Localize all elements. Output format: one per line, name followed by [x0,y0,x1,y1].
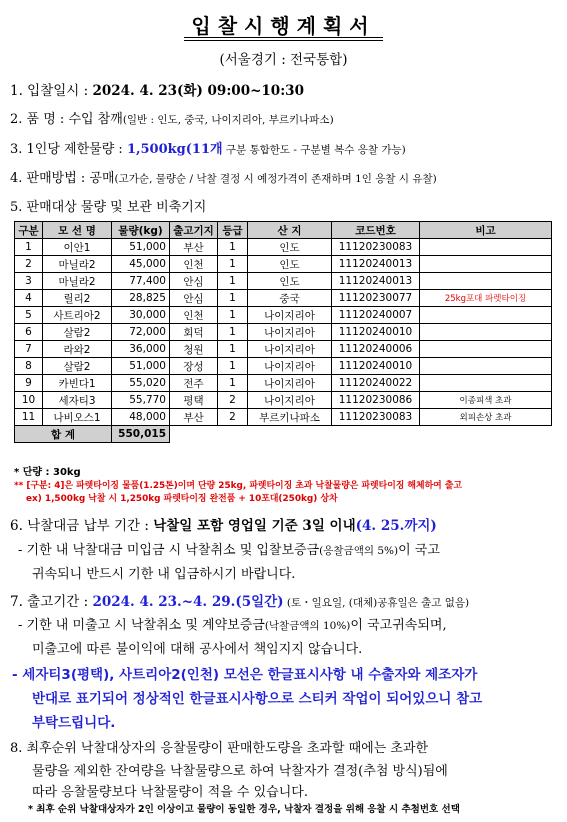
table-cell-origin: 인도 [248,239,332,256]
table-cell-note: 이종피색 초과 [420,392,552,409]
table-cell-base: 전주 [170,375,218,392]
section-6-desc-tail: 이 국고 [398,543,440,558]
table-cell-note: 25kg포대 파렛타이징 [420,290,552,307]
table-cell-no: 9 [15,375,43,392]
table-cell-ship: 마닐라2 [43,273,112,290]
table-cell-grade: 1 [218,239,248,256]
table-cell-qty: 55,020 [112,375,170,392]
section-1-bid-datetime [10,79,304,99]
table-row [15,358,552,375]
table-cell-code: 11120240013 [332,256,420,273]
section-2-detail: (일반 : 인도, 중국, 나이지리아, 부르키나파소) [122,114,334,126]
section-2-item [10,108,334,127]
section-4-label: 4. 판매방법 : [10,171,90,186]
table-cell-origin: 나이지리아 [248,324,332,341]
document-subtitle: (서울경기 : 전국통합) [219,52,348,68]
section-7-label: 7. 출고기간 : [10,594,93,610]
title-underline [184,37,383,38]
section-8-line-3: 따라 응찰물량보다 낙찰물량이 적을 수 있습니다. [32,785,308,800]
section-4-value: 공매 [89,171,115,186]
section-6-value: 낙찰일 포함 영업일 기준 3일 이내 [153,518,356,534]
table-cell-origin: 나이지리아 [248,307,332,324]
section-7-value: 2024. 4. 23.~4. 29.(5일간) [92,594,284,610]
table-cell-code: 11120240010 [332,324,420,341]
table-cell-grade: 1 [218,273,248,290]
section-6-desc-line-1 [18,539,440,558]
warning-line-3: 부탁드립니다. [32,715,116,731]
table-header-cell: 모 선 명 [43,222,112,239]
section-6-desc-line-2: 귀속되니 반드시 기한 내 입금하시기 바랍니다. [32,567,296,582]
section-4-sales-method [10,167,437,186]
table-header-cell: 구분 [15,222,43,239]
section-6-desc-rate: (응찰금액의 5%) [319,545,399,557]
title-underline-double [184,40,383,41]
table-cell-qty: 28,825 [112,290,170,307]
table-cell-base: 청원 [170,341,218,358]
table-row [15,392,552,409]
table-cell-code: 11120240007 [332,307,420,324]
table-header-row [15,222,552,239]
table-cell-code: 11120240022 [332,375,420,392]
table-cell-base: 안심 [170,290,218,307]
table-cell-origin: 나이지리아 [248,392,332,409]
section-2-label: 2. 품 명 : [10,112,69,127]
table-row [15,256,552,273]
table-cell-note [420,358,552,375]
table-row [15,341,552,358]
table-cell-ship: 카빈다1 [43,375,112,392]
table-cell-base: 부산 [170,239,218,256]
table-cell-grade: 1 [218,256,248,273]
table-cell-qty: 30,000 [112,307,170,324]
table-cell-origin: 나이지리아 [248,341,332,358]
table-cell-grade: 2 [218,392,248,409]
table-cell-ship: 마닐라2 [43,256,112,273]
table-cell-code: 11120230083 [332,409,420,426]
section-3-value: 1,500kg(11개 [126,142,223,157]
note-unit-weight: * 단량 : 30kg [14,467,81,478]
section-7-desc-line-2: 미출고에 따른 불이익에 대해 공사에서 책임지지 않습니다. [32,642,363,657]
table-cell-origin: 중국 [248,290,332,307]
table-row [15,290,552,307]
table-cell-note [420,273,552,290]
table-cell-base: 장성 [170,358,218,375]
table-cell-grade: 1 [218,341,248,358]
table-cell-no: 10 [15,392,43,409]
table-cell-grade: 1 [218,358,248,375]
section-7-desc-rate: (낙찰금액의 10%) [264,620,351,632]
section-6-desc-text: - 기한 내 낙찰대금 미입금 시 낙찰취소 및 입찰보증금 [18,543,320,558]
section-3-detail: 구분 통합한도 - 구분별 복수 응찰 가능) [222,144,406,156]
section-3-limit [10,138,406,157]
table-header-cell: 물량(kg) [112,222,170,239]
section-1-label: 1. 입찰일시 : [10,83,93,99]
note-palletizing-example: ex) 1,500kg 낙찰 시 1,250kg 파렛타이징 완전품 + 10포대(250kg) 상차 [26,494,338,504]
section-2-value: 수입 참깨 [68,112,123,127]
table-cell-code: 11120240006 [332,341,420,358]
table-cell-qty: 45,000 [112,256,170,273]
table-cell-base: 부산 [170,409,218,426]
table-cell-qty: 51,000 [112,239,170,256]
table-cell-origin: 나이지리아 [248,358,332,375]
section-6-deadline: (4. 25.까지) [355,518,437,534]
table-cell-base: 안심 [170,273,218,290]
table-row [15,375,552,392]
section-7-desc-line-1 [18,614,447,633]
table-cell-qty: 77,400 [112,273,170,290]
table-cell-ship: 살람2 [43,324,112,341]
table-cell-note [420,256,552,273]
section-8-line-1: 8. 최후순위 낙찰대상자의 응찰물량이 판매한도량을 초과할 때에는 초과한 [10,741,429,756]
table-header-cell: 산 지 [248,222,332,239]
document-title: 입찰시행계획서 [191,14,376,38]
table-cell-base: 인천 [170,256,218,273]
table-cell-code: 11120240013 [332,273,420,290]
table-cell-ship: 사트리아2 [43,307,112,324]
table-cell-origin: 부르키나파소 [248,409,332,426]
table-cell-origin: 인도 [248,256,332,273]
footnote: * 최후 순위 낙찰대상자가 2인 이상이고 물량이 동일한 경우, 낙찰자 결정을 위해 응찰 시 추첨번호 선택 [28,804,460,815]
table-cell-qty: 72,000 [112,324,170,341]
table-cell-no: 1 [15,239,43,256]
section-3-label: 3. 1인당 제한물량 : [10,142,127,157]
section-6-payment [10,514,437,534]
table-cell-no: 8 [15,358,43,375]
section-7-desc-tail: 이 국고귀속되며, [350,618,447,633]
section-4-detail: (고가순, 물량순 / 낙찰 결정 시 예정가격이 존재하며 1인 응찰 시 유찰) [114,173,437,185]
table-cell-code: 11120240010 [332,358,420,375]
table-cell-no: 5 [15,307,43,324]
table-cell-no: 4 [15,290,43,307]
table-total-row [15,426,552,443]
stock-table [14,221,552,443]
table-cell-code: 11120230083 [332,239,420,256]
table-cell-note [420,341,552,358]
table-cell-qty: 48,000 [112,409,170,426]
table-row [15,273,552,290]
table-row [15,324,552,341]
table-cell-code: 11120230077 [332,290,420,307]
table-cell-base: 회덕 [170,324,218,341]
table-cell-grade: 1 [218,324,248,341]
warning-line-1: - 세자티3(평택), 사트리아2(인천) 모선은 한글표시사항 내 수출자와 제조자가 [12,667,478,683]
table-cell-note [420,324,552,341]
table-cell-base: 평택 [170,392,218,409]
table-header-cell: 비고 [420,222,552,239]
table-cell-note: 외피손상 초과 [420,409,552,426]
table-cell-ship: 나비오스1 [43,409,112,426]
table-cell-ship: 라와2 [43,341,112,358]
section-7-desc-text: - 기한 내 미출고 시 낙찰취소 및 계약보증금 [18,618,265,633]
table-cell-no: 11 [15,409,43,426]
table-cell-no: 7 [15,341,43,358]
table-cell-ship: 살람2 [43,358,112,375]
section-8-line-2: 물량을 제외한 잔여량을 낙찰물량으로 하여 낙찰자가 결정(추첨 방식)됨에 [32,764,448,779]
table-total-label: 합 계 [15,426,112,443]
table-row [15,307,552,324]
table-cell-grade: 1 [218,307,248,324]
table-header-cell: 출고기지 [170,222,218,239]
table-row [15,409,552,426]
table-cell-no: 3 [15,273,43,290]
table-cell-qty: 36,000 [112,341,170,358]
table-cell-note [420,239,552,256]
table-cell-ship: 세자티3 [43,392,112,409]
note-palletizing: ** [구분: 4]은 파렛타이징 물품(1.25톤)이며 단량 25kg, 파렛타이징 초과 낙찰물량은 파렛타이징 해체하여 출고 [14,481,462,491]
table-cell-no: 6 [15,324,43,341]
table-header-cell: 코드번호 [332,222,420,239]
table-cell-note [420,375,552,392]
section-5-heading: 5. 판매대상 물량 및 보관 비축기지 [10,200,207,215]
section-7-detail: (토・일요일, (대체)공휴일은 출고 없음) [283,597,470,609]
table-cell-base: 인천 [170,307,218,324]
table-total-empty [170,426,552,443]
table-cell-ship: 이안1 [43,239,112,256]
section-6-label: 6. 낙찰대금 납부 기간 : [10,518,154,534]
table-cell-no: 2 [15,256,43,273]
section-1-value: 2024. 4. 23(화) 09:00~10:30 [92,83,304,99]
table-cell-note [420,307,552,324]
section-7-delivery [10,590,469,610]
table-cell-grade: 1 [218,290,248,307]
table-header-cell: 등급 [218,222,248,239]
table-cell-code: 11120230086 [332,392,420,409]
table-cell-grade: 1 [218,375,248,392]
table-cell-ship: 릴리2 [43,290,112,307]
table-cell-qty: 55,770 [112,392,170,409]
table-cell-qty: 51,000 [112,358,170,375]
table-cell-grade: 2 [218,409,248,426]
table-cell-origin: 인도 [248,273,332,290]
table-total-qty: 550,015 [112,426,170,443]
table-row [15,239,552,256]
warning-line-2: 반대로 표기되어 정상적인 한글표시사항으로 스티커 작업이 되어있으니 참고 [32,691,483,707]
table-cell-origin: 나이지리아 [248,375,332,392]
table-body [15,239,552,426]
